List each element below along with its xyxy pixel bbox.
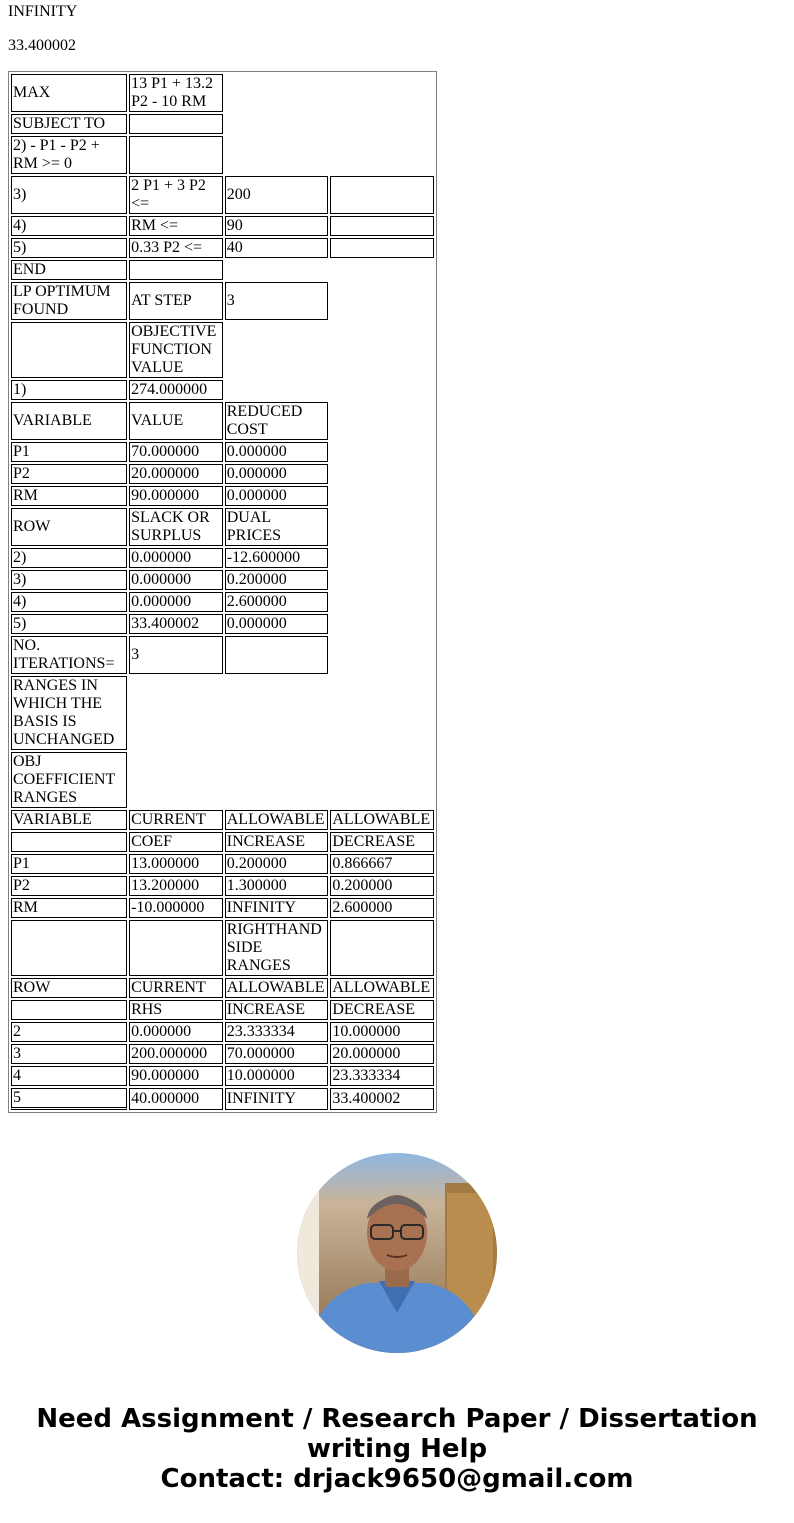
table-cell: OBJ COEFFICIENT RANGES: [11, 752, 127, 808]
table-cell: AT STEP: [129, 282, 223, 320]
table-cell: 0.33 P2 <=: [129, 238, 223, 258]
lp-output-table: [8, 71, 437, 1113]
table-cell: DECREASE: [330, 832, 434, 852]
table-cell-blank: [225, 136, 329, 174]
table-cell: 0.000000: [129, 592, 223, 612]
table-row: [11, 752, 434, 808]
table-cell: DUAL PRICES: [225, 508, 329, 546]
table-cell: 40: [225, 238, 329, 258]
table-row: [11, 1088, 434, 1110]
table-cell-blank: [330, 752, 434, 808]
table-cell: RHS: [129, 1000, 223, 1020]
table-row: [11, 464, 434, 484]
table-cell: VALUE: [129, 402, 223, 440]
table-cell: 200: [225, 176, 329, 214]
top-text-line-2: 33.400002: [8, 37, 76, 54]
table-cell: 3): [11, 570, 127, 590]
table-cell: RM: [11, 898, 127, 918]
table-cell: [129, 920, 223, 976]
table-cell: 0.000000: [225, 442, 329, 462]
table-row: [11, 282, 434, 320]
table-cell: [330, 238, 434, 258]
table-cell: 13.000000: [129, 854, 223, 874]
table-cell: RIGHTHAND SIDE RANGES: [225, 920, 329, 976]
table-cell: 2): [11, 548, 127, 568]
table-cell: 0.200000: [330, 876, 434, 896]
table-cell: DECREASE: [330, 1000, 434, 1020]
table-cell: [330, 920, 434, 976]
table-cell: 33.400002: [330, 1088, 434, 1110]
promo-line-1: Need Assignment / Research Paper / Dissertation: [36, 1404, 758, 1434]
table-cell: [330, 176, 434, 214]
table-cell-blank: [225, 322, 329, 378]
table-row: [11, 1000, 434, 1020]
table-cell-blank: [330, 548, 434, 568]
table-cell: [11, 1000, 127, 1020]
table-cell: 3: [225, 282, 329, 320]
table-cell: 70.000000: [225, 1044, 329, 1064]
table-row: [11, 920, 434, 976]
table-cell: [11, 322, 127, 378]
table-cell: ROW: [11, 978, 127, 998]
table-row: [11, 810, 434, 830]
table-cell: 5): [11, 238, 127, 258]
table-cell-blank: [129, 752, 223, 808]
table-cell: INCREASE: [225, 832, 329, 852]
table-cell: OBJECTIVE FUNCTION VALUE: [129, 322, 223, 378]
table-cell: 0.000000: [129, 570, 223, 590]
table-row: [11, 1022, 434, 1042]
table-cell: SLACK OR SURPLUS: [129, 508, 223, 546]
table-cell: 0.000000: [129, 1022, 223, 1042]
table-cell: 2 P1 + 3 P2 <=: [129, 176, 223, 214]
table-row: [11, 676, 434, 750]
table-cell: INFINITY: [225, 1088, 329, 1110]
table-row: [11, 74, 434, 112]
lp-output-table-body: [11, 74, 434, 1110]
table-cell: 4: [11, 1066, 127, 1086]
table-cell: ALLOWABLE: [330, 810, 434, 830]
promo-line-2: writing Help: [306, 1434, 488, 1464]
table-cell: 70.000000: [129, 442, 223, 462]
table-cell-blank: [330, 260, 434, 280]
table-row: [11, 238, 434, 258]
table-cell: REDUCED COST: [225, 402, 329, 440]
table-row: [11, 114, 434, 134]
table-cell: 0.200000: [225, 854, 329, 874]
table-cell: SUBJECT TO: [11, 114, 127, 134]
table-cell: INCREASE: [225, 1000, 329, 1020]
table-cell: 23.333334: [225, 1022, 329, 1042]
table-cell: LP OPTIMUM FOUND: [11, 282, 127, 320]
table-cell: 40.000000: [129, 1088, 223, 1110]
table-row: [11, 216, 434, 236]
table-cell: INFINITY: [225, 898, 329, 918]
table-cell: 200.000000: [129, 1044, 223, 1064]
table-cell: 10.000000: [330, 1022, 434, 1042]
author-photo: [297, 1153, 497, 1353]
table-cell: ALLOWABLE: [225, 978, 329, 998]
table-cell: VARIABLE: [11, 810, 127, 830]
table-cell: 10.000000: [225, 1066, 329, 1086]
table-cell: RM <=: [129, 216, 223, 236]
table-cell: P1: [11, 854, 127, 874]
table-cell-blank: [330, 592, 434, 612]
table-cell-blank: [330, 322, 434, 378]
table-row: [11, 636, 434, 674]
table-cell: MAX: [11, 74, 127, 112]
table-row: [11, 1066, 434, 1086]
table-cell: 0.200000: [225, 570, 329, 590]
table-cell: 0.866667: [330, 854, 434, 874]
table-cell: [129, 136, 223, 174]
table-cell: 90: [225, 216, 329, 236]
table-row: [11, 176, 434, 214]
table-cell-blank: [225, 260, 329, 280]
table-cell: 5: [11, 1088, 127, 1110]
table-cell: 5): [11, 614, 127, 634]
table-row: [11, 876, 434, 896]
table-cell: NO. ITERATIONS=: [11, 636, 127, 674]
promo-line-3: Contact: drjack9650@gmail.com: [160, 1464, 634, 1494]
table-cell: 20.000000: [330, 1044, 434, 1064]
table-cell: P2: [11, 464, 127, 484]
table-row: [11, 592, 434, 612]
table-cell-blank: [129, 676, 223, 750]
table-cell: 0.000000: [225, 486, 329, 506]
person-portrait-icon: [297, 1153, 497, 1353]
table-cell-blank: [225, 752, 329, 808]
table-cell-blank: [330, 442, 434, 462]
table-cell: 0.000000: [225, 614, 329, 634]
table-cell-blank: [330, 636, 434, 674]
table-row: [11, 442, 434, 462]
table-cell-blank: [225, 380, 329, 400]
table-cell: -12.600000: [225, 548, 329, 568]
table-cell-blank: [225, 676, 329, 750]
table-cell: [129, 114, 223, 134]
table-row: [11, 136, 434, 174]
table-cell: [11, 920, 127, 976]
table-row: [11, 898, 434, 918]
table-row: [11, 508, 434, 546]
table-cell: 33.400002: [129, 614, 223, 634]
table-cell: [225, 636, 329, 674]
table-cell: RM: [11, 486, 127, 506]
table-cell-blank: [330, 282, 434, 320]
table-cell: 1.300000: [225, 876, 329, 896]
table-cell-blank: [330, 136, 434, 174]
table-cell: [11, 832, 127, 852]
table-cell: 0.000000: [129, 548, 223, 568]
table-cell: 4): [11, 216, 127, 236]
table-row: [11, 832, 434, 852]
table-cell-blank: [330, 508, 434, 546]
table-cell: 274.000000: [129, 380, 223, 400]
table-cell: 90.000000: [129, 486, 223, 506]
table-cell-blank: [225, 74, 329, 112]
table-cell: 2: [11, 1022, 127, 1042]
table-cell: RANGES IN WHICH THE BASIS IS UNCHANGED: [11, 676, 127, 750]
table-cell: 4): [11, 592, 127, 612]
table-cell-blank: [330, 614, 434, 634]
table-cell: 13 P1 + 13.2 P2 - 10 RM: [129, 74, 223, 112]
table-cell: 2.600000: [225, 592, 329, 612]
table-row: [11, 548, 434, 568]
table-cell: 3): [11, 176, 127, 214]
table-cell: 2.600000: [330, 898, 434, 918]
table-cell: 1): [11, 380, 127, 400]
table-row: [11, 854, 434, 874]
table-cell: 2) - P1 - P2 + RM >= 0: [11, 136, 127, 174]
table-cell: 90.000000: [129, 1066, 223, 1086]
table-cell: ROW: [11, 508, 127, 546]
table-cell-blank: [330, 114, 434, 134]
table-row: [11, 570, 434, 590]
table-cell-blank: [330, 402, 434, 440]
table-cell: CURRENT: [129, 810, 223, 830]
table-cell: [129, 260, 223, 280]
table-cell: 0.000000: [225, 464, 329, 484]
table-cell: -10.000000: [129, 898, 223, 918]
table-cell: CURRENT: [129, 978, 223, 998]
table-cell: END: [11, 260, 127, 280]
table-cell-blank: [330, 676, 434, 750]
table-row: [11, 322, 434, 378]
table-cell: P1: [11, 442, 127, 462]
table-cell: P2: [11, 876, 127, 896]
table-cell: ALLOWABLE: [330, 978, 434, 998]
table-row: [11, 380, 434, 400]
table-cell-blank: [225, 114, 329, 134]
table-cell: VARIABLE: [11, 402, 127, 440]
table-cell-blank: [330, 380, 434, 400]
table-cell: 3: [11, 1044, 127, 1064]
table-cell-blank: [330, 74, 434, 112]
table-row: [11, 1044, 434, 1064]
table-row: [11, 486, 434, 506]
table-cell: [330, 216, 434, 236]
table-cell: COEF: [129, 832, 223, 852]
table-cell: ALLOWABLE: [225, 810, 329, 830]
promo-text: [0, 1404, 794, 1494]
table-row: [11, 978, 434, 998]
table-cell-blank: [330, 464, 434, 484]
table-cell: 20.000000: [129, 464, 223, 484]
table-cell-blank: [330, 486, 434, 506]
table-cell: 3: [129, 636, 223, 674]
table-cell-blank: [330, 570, 434, 590]
table-row: [11, 260, 434, 280]
table-row: [11, 402, 434, 440]
table-cell: 13.200000: [129, 876, 223, 896]
table-row: [11, 614, 434, 634]
top-text-line-1: INFINITY: [8, 3, 78, 20]
table-cell: 23.333334: [330, 1066, 434, 1086]
